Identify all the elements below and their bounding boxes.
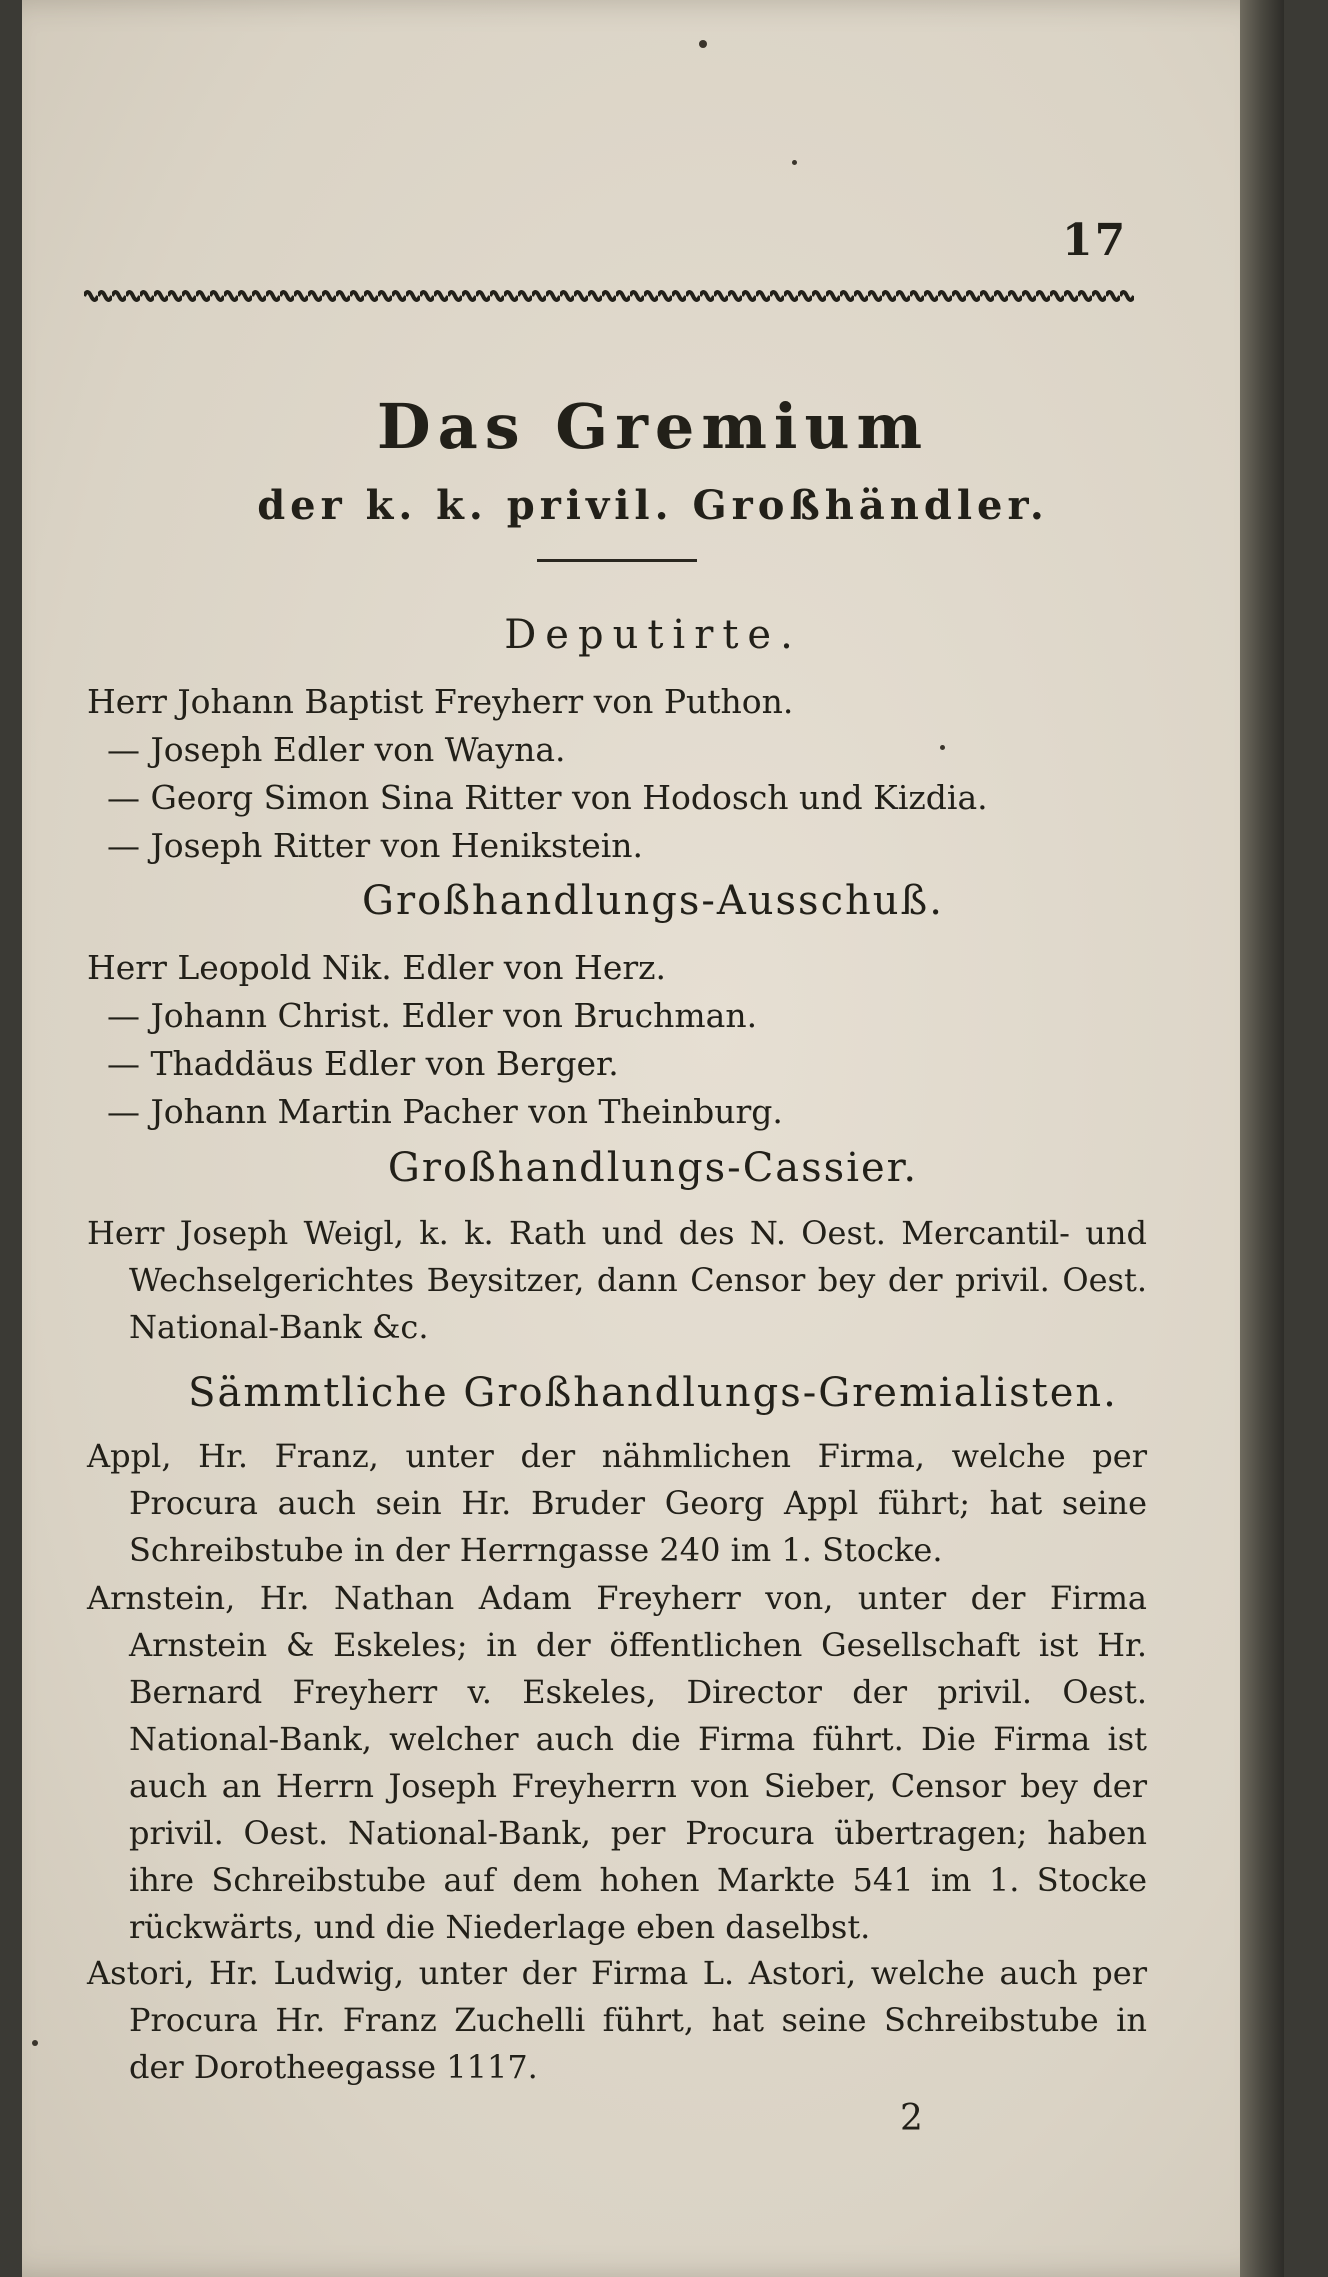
page-edge (1240, 0, 1284, 2277)
list-item: — Johann Martin Pacher von Theinburg. (107, 1092, 783, 1131)
section-heading-ausschuss: Großhandlungs-Ausschuß. (362, 878, 944, 924)
book-page (22, 0, 1284, 2277)
ornamental-rule (84, 285, 1134, 307)
signature-mark: 2 (900, 2098, 923, 2139)
section-heading-gremialisten: Sämmtliche Großhandlungs-Gremialisten. (188, 1370, 1118, 1416)
gremialist-entry: Appl, Hr. Franz, unter der nähmlichen Firma, welche per Procura auch sein Hr. Bruder Georg Appl führt; hat seine Schreibstube in der Herrngasse 240 im 1. Stocke. (87, 1437, 1147, 1569)
deputirte-list (87, 678, 1147, 870)
page-number: 17 (1062, 215, 1128, 266)
ink-speck (792, 160, 797, 165)
list-item: — Georg Simon Sina Ritter von Hodosch und Kizdia. (107, 778, 988, 817)
list-item: Herr Leopold Nik. Edler von Herz. (87, 948, 666, 987)
ausschuss-list (87, 944, 1147, 1136)
ink-speck (32, 2040, 38, 2046)
page-title: Das Gremium (376, 390, 930, 463)
cassier-entry: Herr Joseph Weigl, k. k. Rath und des N. Oest. Mercantil- und Wechselgerichtes Beysitzer, dann Censor bey der privil. Oest. National-Bank &c. (87, 1214, 1147, 1346)
gremialist-entry: Astori, Hr. Ludwig, unter der Firma L. Astori, welche auch per Procura Hr. Franz Zuchelli führt, hat seine Schreibstube in der Dorotheegasse 1117. (87, 1954, 1147, 2086)
ink-speck (699, 40, 707, 48)
section-heading-cassier: Großhandlungs-Cassier. (387, 1145, 919, 1191)
divider (537, 559, 697, 562)
list-item: — Thaddäus Edler von Berger. (107, 1044, 619, 1083)
list-item: — Joseph Edler von Wayna. (107, 730, 566, 769)
page-subtitle: der k. k. privil. Großhändler. (257, 482, 1049, 529)
list-item: — Johann Christ. Edler von Bruchman. (107, 996, 758, 1035)
gremialist-entry: Arnstein, Hr. Nathan Adam Freyherr von, unter der Firma Arnstein & Eskeles; in der öffentlichen Gesellschaft ist Hr. Bernard Freyherr v. Eskeles, Director der privil. Oest. National-Bank, welcher auch die Firma führt. Die Firma ist auch an Herrn Joseph Freyherrn von Sieber, Censor bey der privil. Oest. National-Bank, per Procura übertragen; haben ihre Schreibstube auf dem hohen Markte 541 im 1. Stocke rückwärts, und die Niederlage eben daselbst. (87, 1579, 1147, 1946)
list-item: Herr Johann Baptist Freyherr von Puthon. (87, 682, 794, 721)
section-heading-deputirte: Deputirte. (504, 612, 802, 658)
list-item: — Joseph Ritter von Henikstein. (107, 826, 644, 865)
